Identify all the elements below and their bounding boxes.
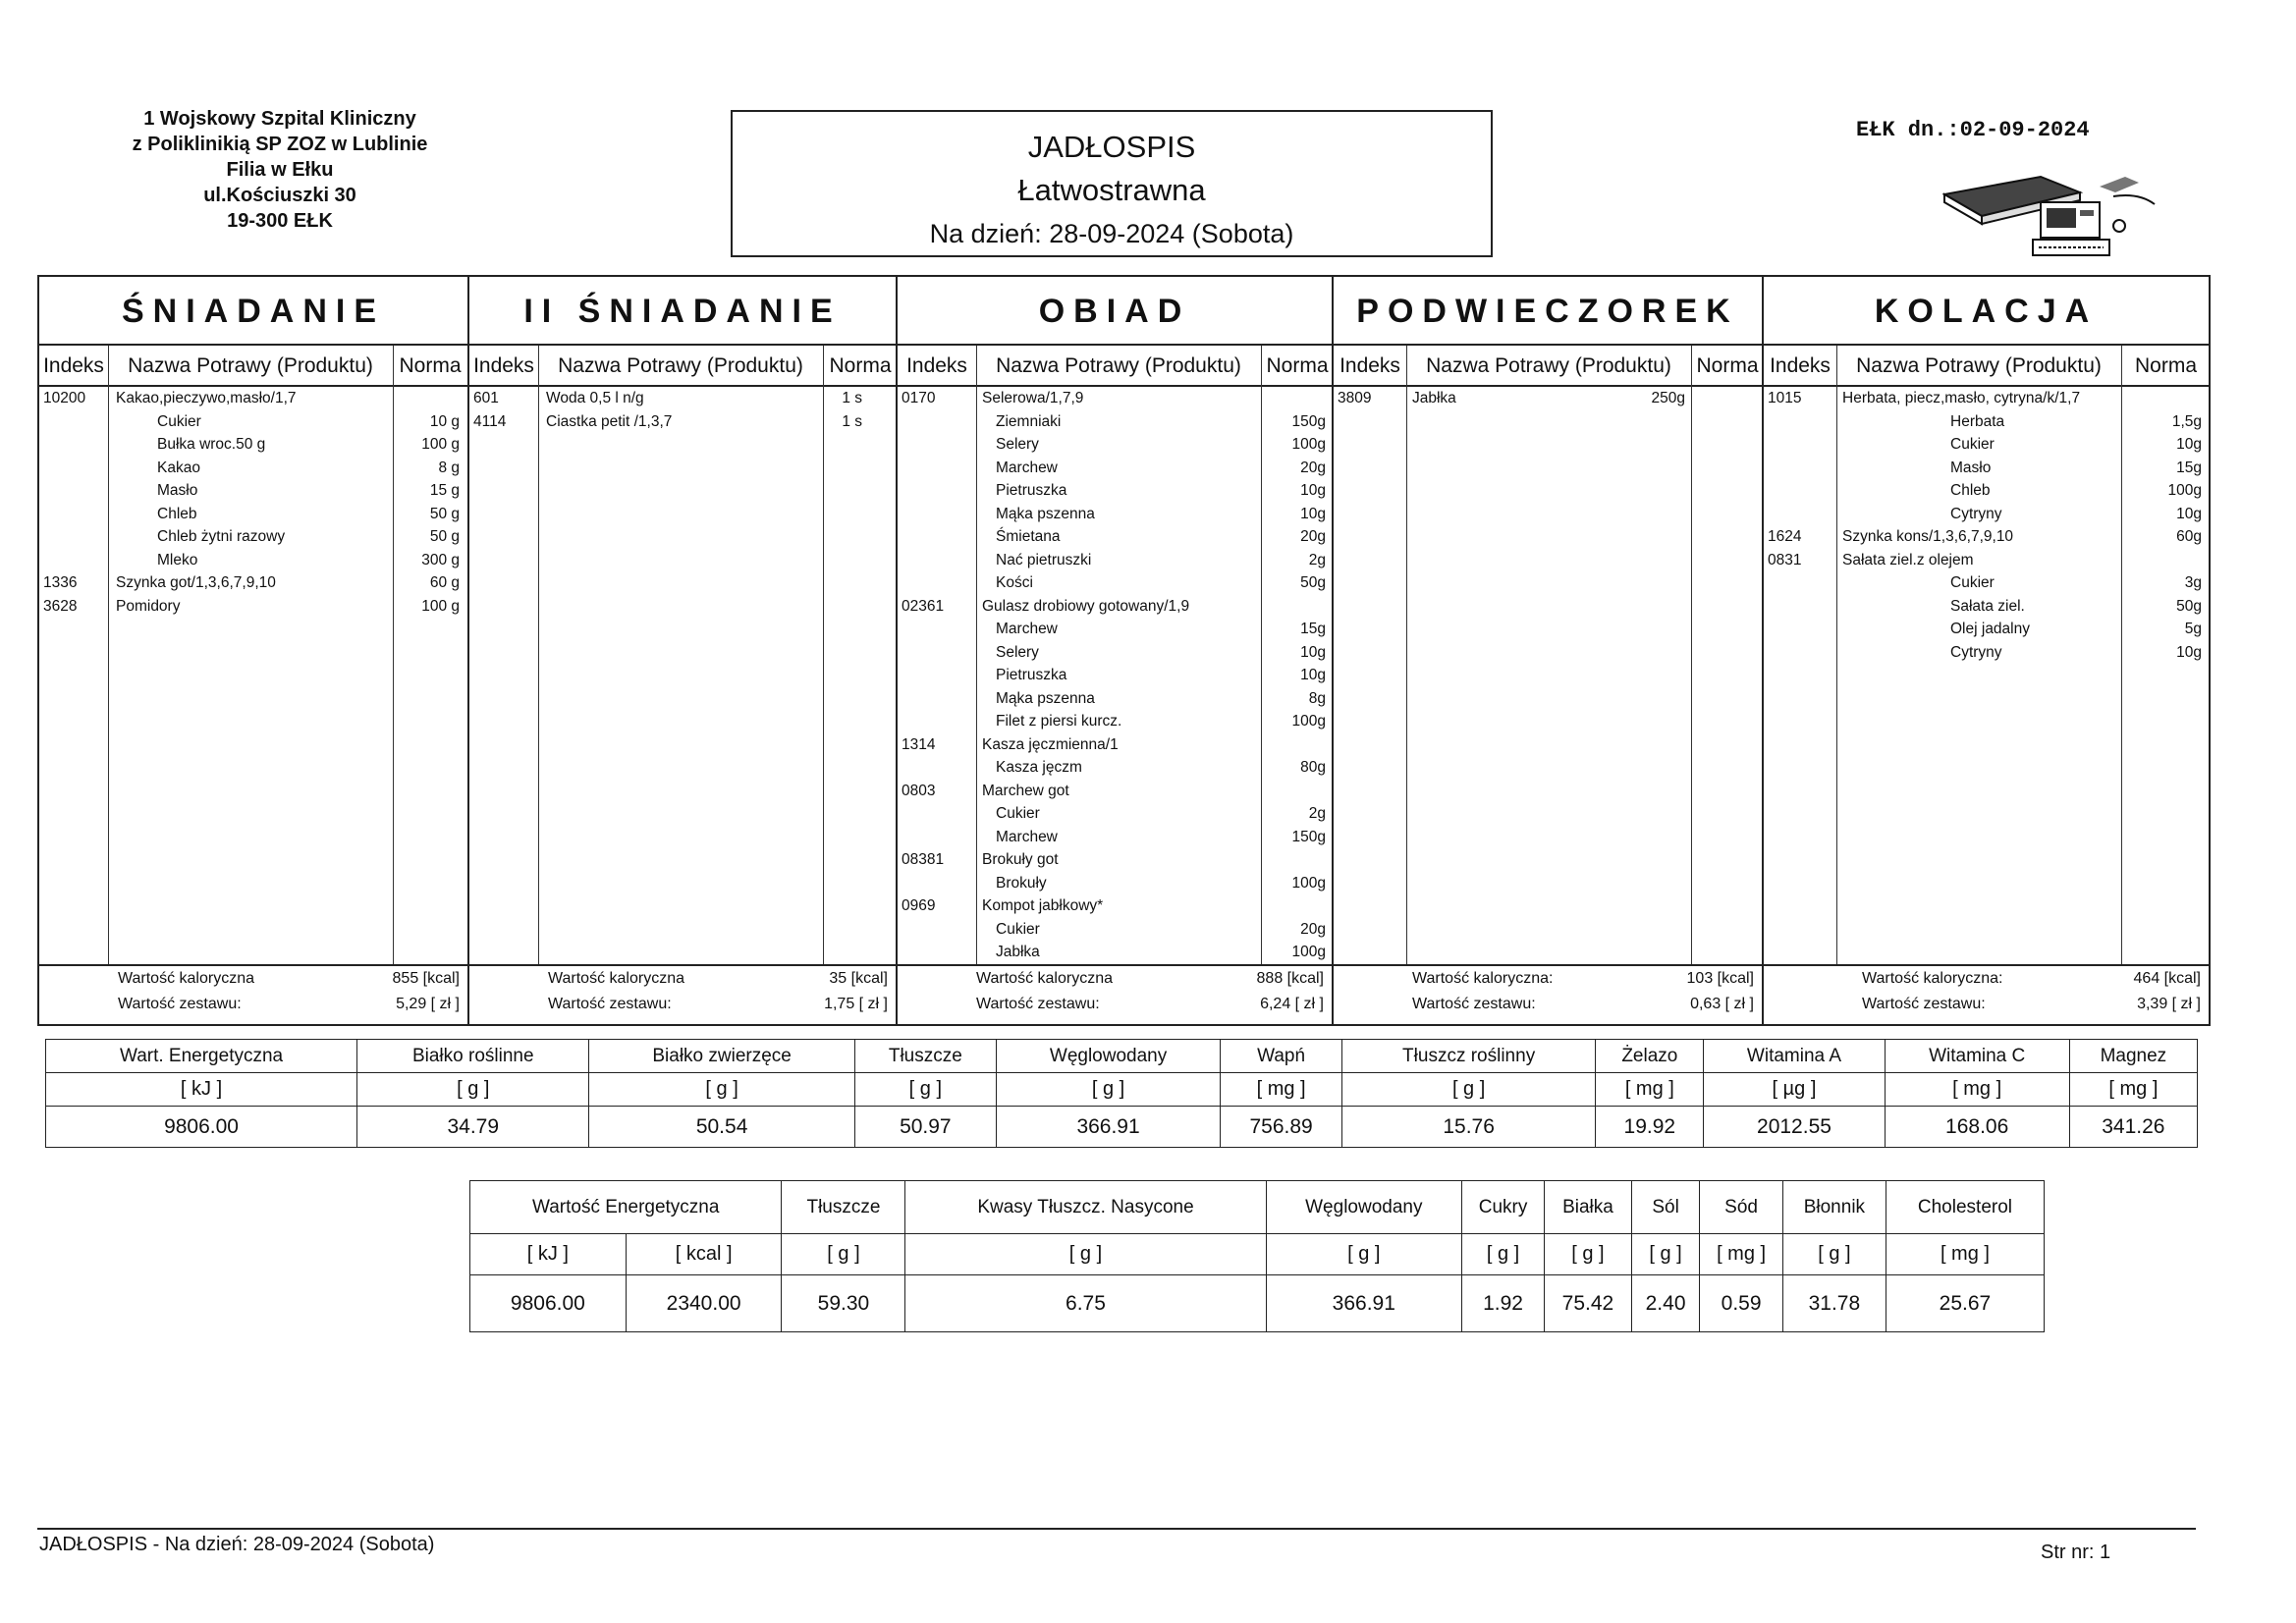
item-name: Kasza jęczm xyxy=(996,759,1082,776)
nutrient-value: 9806.00 xyxy=(470,1275,627,1332)
footer-title: JADŁOSPIS - Na dzień: 28-09-2024 (Sobota) xyxy=(39,1534,435,1555)
item-name: Cukier xyxy=(996,920,1040,938)
item-index: 1336 xyxy=(43,574,78,591)
nutrient-unit: [ kcal ] xyxy=(626,1234,782,1275)
item-norm: 100g xyxy=(1291,436,1326,453)
item-name: Nać pietruszki xyxy=(996,551,1092,568)
item-name: Brokuły got xyxy=(982,851,1059,868)
header-index: Indeks xyxy=(1770,354,1831,377)
item-norm: 50g xyxy=(1300,574,1326,591)
nutrient-header: Tłuszcze xyxy=(782,1181,905,1234)
header-index: Indeks xyxy=(906,354,967,377)
item-norm: 10g xyxy=(2176,505,2202,522)
item-name: Szynka got/1,3,6,7,9,10 xyxy=(116,574,276,591)
nutrient-unit: [ mg ] xyxy=(1221,1073,1342,1107)
item-name: Mleko xyxy=(157,551,198,568)
item-name: Marchew xyxy=(996,621,1058,637)
items-list xyxy=(1334,387,1762,410)
nutrient-header: Żelazo xyxy=(1596,1040,1704,1073)
list-item xyxy=(898,941,1332,964)
item-name: Jabłka xyxy=(996,944,1040,960)
item-name: Kompot jabłkowy* xyxy=(982,897,1104,914)
list-item xyxy=(898,894,1332,918)
item-name: Cukier xyxy=(1950,574,1995,591)
meal-column-breakfast xyxy=(39,277,467,1024)
footer-divider xyxy=(37,1528,2196,1530)
meal-summary xyxy=(898,964,1332,1026)
kcal-label: Wartość kaloryczna: xyxy=(1412,970,1554,987)
kcal-label: Wartość kaloryczna: xyxy=(1862,970,2003,987)
meal-summary xyxy=(469,964,896,1026)
item-norm: 20g xyxy=(1300,459,1326,476)
nutrient-value: 0.59 xyxy=(1700,1275,1783,1332)
nutrient-header: Błonnik xyxy=(1782,1181,1886,1234)
item-norm: 10g xyxy=(1300,505,1326,522)
nutrient-header: Tłuszcz roślinny xyxy=(1341,1040,1595,1073)
meal-column-afternoon-snack xyxy=(1332,277,1762,1024)
cost-label: Wartość zestawu: xyxy=(1412,996,1536,1012)
column-headers xyxy=(1764,346,2209,387)
item-norm: 150g xyxy=(1291,412,1326,430)
item-norm: 10 g xyxy=(429,412,460,430)
item-norm: 50g xyxy=(2176,597,2202,615)
meal-title: II ŚNIADANIE xyxy=(469,277,896,346)
item-index: 08381 xyxy=(902,851,945,868)
nutrient-unit: [ kJ ] xyxy=(46,1073,357,1107)
item-norm: 1 s xyxy=(842,390,862,406)
item-name: Szynka kons/1,3,6,7,9,10 xyxy=(1842,528,2014,545)
header-index: Indeks xyxy=(1339,354,1400,377)
nutrient-unit: [ g ] xyxy=(1341,1073,1595,1107)
meal-title: PODWIECZOREK xyxy=(1334,277,1762,346)
list-item xyxy=(898,433,1332,457)
hospital-line: ul.Kościuszki 30 xyxy=(203,185,356,206)
nutrient-unit: [ g ] xyxy=(589,1073,854,1107)
item-name: Pomidory xyxy=(116,597,181,615)
item-index: 10200 xyxy=(43,390,86,406)
item-name: Sałata ziel.z olejem xyxy=(1842,551,1974,568)
list-item xyxy=(898,848,1332,872)
list-item xyxy=(898,802,1332,826)
diet-name: Łatwostrawna xyxy=(1017,173,1206,207)
header-norm: Norma xyxy=(829,354,892,377)
list-item xyxy=(898,479,1332,503)
item-norm: 60g xyxy=(2176,528,2202,545)
list-item xyxy=(898,756,1332,780)
item-norm: 2g xyxy=(1308,551,1326,568)
nutrient-value: 168.06 xyxy=(1885,1107,2069,1148)
nutrient-header: Witamina C xyxy=(1885,1040,2069,1073)
nutrient-value: 6.75 xyxy=(905,1275,1266,1332)
header-norm: Norma xyxy=(1266,354,1329,377)
list-item xyxy=(898,780,1332,803)
items-list xyxy=(1764,387,2209,664)
nutrient-unit: [ mg ] xyxy=(1886,1234,2044,1275)
nutrition-table-1 xyxy=(45,1039,2198,1148)
nutrient-value: 75.42 xyxy=(1545,1275,1632,1332)
list-item xyxy=(1764,387,2209,410)
item-index: 0969 xyxy=(902,897,936,914)
item-name: Chleb xyxy=(157,505,197,522)
nutrient-unit: [ µg ] xyxy=(1704,1073,1885,1107)
list-item xyxy=(1764,549,2209,572)
nutrient-value: 341.26 xyxy=(2069,1107,2197,1148)
meal-summary xyxy=(1334,964,1762,1026)
item-name: Olej jadalny xyxy=(1950,621,2030,637)
kcal-value: 103 [kcal] xyxy=(1686,970,1754,987)
list-item xyxy=(469,410,896,434)
kcal-value: 888 [kcal] xyxy=(1256,970,1324,987)
item-name: Bułka wroc.50 g xyxy=(157,436,266,453)
nutrient-header: Wartość Energetyczna xyxy=(470,1181,782,1234)
title-box xyxy=(731,110,1493,257)
meal-column-supper xyxy=(1762,277,2209,1024)
nutrient-header: Tłuszcze xyxy=(854,1040,996,1073)
meal-title: ŚNIADANIE xyxy=(39,277,467,346)
cost-value: 6,24 [ zł ] xyxy=(1260,996,1324,1012)
nutrient-header: Sól xyxy=(1631,1181,1699,1234)
kcal-value: 464 [kcal] xyxy=(2133,970,2201,987)
list-item xyxy=(898,525,1332,549)
nutrient-unit: [ kJ ] xyxy=(470,1234,627,1275)
nutrient-unit: [ mg ] xyxy=(1596,1073,1704,1107)
list-item xyxy=(1764,571,2209,595)
item-norm: 60 g xyxy=(429,574,460,591)
item-index: 4114 xyxy=(473,412,507,430)
list-item xyxy=(39,525,467,549)
item-name: Ciastka petit /1,3,7 xyxy=(546,412,673,430)
item-norm: 15g xyxy=(2176,459,2202,476)
item-name: Marchew got xyxy=(982,782,1069,799)
header-norm: Norma xyxy=(399,354,462,377)
item-name: Kości xyxy=(996,574,1033,591)
nutrient-header: Magnez xyxy=(2069,1040,2197,1073)
cost-value: 5,29 [ zł ] xyxy=(396,996,460,1012)
nutrient-value: 2012.55 xyxy=(1704,1107,1885,1148)
nutrient-header: Kwasy Tłuszcz. Nasycone xyxy=(905,1181,1266,1234)
list-item xyxy=(898,710,1332,733)
nutrient-header: Wapń xyxy=(1221,1040,1342,1073)
item-norm: 2g xyxy=(1308,805,1326,822)
list-item xyxy=(898,595,1332,619)
header-index: Indeks xyxy=(473,354,534,377)
item-name: Cukier xyxy=(157,412,201,430)
list-item xyxy=(898,503,1332,526)
item-norm: 100 g xyxy=(421,597,460,615)
item-name: Chleb xyxy=(1950,482,1991,499)
cost-label: Wartość zestawu: xyxy=(118,996,242,1012)
print-date: EŁK dn.:02-09-2024 xyxy=(1856,118,2090,142)
nutrient-value: 50.54 xyxy=(589,1107,854,1148)
item-name: Marchew xyxy=(996,459,1058,476)
nutrient-header: Sód xyxy=(1700,1181,1783,1234)
nutrient-value: 1.92 xyxy=(1462,1275,1545,1332)
nutrient-unit: [ mg ] xyxy=(1885,1073,2069,1107)
nutrition-table-2 xyxy=(469,1180,2045,1332)
nutrient-header: Białka xyxy=(1545,1181,1632,1234)
menu-grid xyxy=(37,275,2211,1026)
nutrient-unit: [ g ] xyxy=(1266,1234,1462,1275)
header-name: Nazwa Potrawy (Produktu) xyxy=(558,354,803,377)
item-name: Herbata xyxy=(1950,412,2005,430)
item-norm: 100g xyxy=(1291,713,1326,730)
list-item xyxy=(1334,387,1762,410)
list-item xyxy=(1764,503,2209,526)
nutrient-unit: [ g ] xyxy=(1462,1234,1545,1275)
nutrient-value: 2340.00 xyxy=(626,1275,782,1332)
list-item xyxy=(39,503,467,526)
header-name: Nazwa Potrawy (Produktu) xyxy=(996,354,1241,377)
item-name: Brokuły xyxy=(996,874,1047,892)
list-item xyxy=(39,457,467,480)
nutrient-header: Białko zwierzęce xyxy=(589,1040,854,1073)
item-name: Gulasz drobiowy gotowany/1,9 xyxy=(982,597,1190,615)
column-headers xyxy=(39,346,467,387)
item-name: Selery xyxy=(996,436,1039,453)
cost-value: 1,75 [ zł ] xyxy=(824,996,888,1012)
computer-with-book-icon xyxy=(1942,167,2168,265)
item-index: 0831 xyxy=(1768,551,1802,568)
nutrient-unit: [ g ] xyxy=(1631,1234,1699,1275)
item-index: 0170 xyxy=(902,390,936,406)
item-name: Cukier xyxy=(996,805,1040,822)
nutrient-unit: [ g ] xyxy=(1782,1234,1886,1275)
list-item xyxy=(898,872,1332,895)
hospital-line: Filia w Ełku xyxy=(226,159,334,181)
item-norm: 1,5g xyxy=(2171,412,2202,430)
item-norm: 100g xyxy=(1291,944,1326,960)
list-item xyxy=(39,410,467,434)
nutrient-unit: [ mg ] xyxy=(2069,1073,2197,1107)
item-name: Selery xyxy=(996,643,1039,661)
item-name: Pietruszka xyxy=(996,667,1067,683)
item-norm: 15 g xyxy=(429,482,460,499)
item-name: Cytryny xyxy=(1950,505,2002,522)
list-item xyxy=(1764,525,2209,549)
meal-title: KOLACJA xyxy=(1764,277,2209,346)
list-item xyxy=(39,549,467,572)
hospital-address xyxy=(59,106,501,234)
item-norm: 100g xyxy=(1291,874,1326,892)
column-headers xyxy=(1334,346,1762,387)
page-number: Str nr: 1 xyxy=(2041,1542,2111,1563)
item-index: 1015 xyxy=(1768,390,1802,406)
item-name: Ziemniaki xyxy=(996,412,1062,430)
list-item xyxy=(898,387,1332,410)
item-index: 1314 xyxy=(902,735,936,753)
item-norm: 10g xyxy=(1300,643,1326,661)
item-name: Jabłka xyxy=(1412,390,1456,406)
item-norm: 100g xyxy=(2167,482,2202,499)
nutrient-unit: [ g ] xyxy=(996,1073,1220,1107)
item-name: Masło xyxy=(1950,459,1992,476)
item-norm: 150g xyxy=(1291,828,1326,845)
item-name: Śmietana xyxy=(996,528,1061,545)
item-index: 02361 xyxy=(902,597,945,615)
list-item xyxy=(898,618,1332,641)
item-index: 3628 xyxy=(43,597,78,615)
item-name: Kasza jęczmienna/1 xyxy=(982,735,1119,753)
nutrient-header: Wart. Energetyczna xyxy=(46,1040,357,1073)
meal-summary xyxy=(39,964,467,1026)
item-norm: 8g xyxy=(1308,689,1326,707)
nutrient-header: Cukry xyxy=(1462,1181,1545,1234)
item-name: Mąka pszenna xyxy=(996,689,1095,707)
nutrient-header: Białko roślinne xyxy=(357,1040,589,1073)
item-norm: 250g xyxy=(1651,390,1685,406)
nutrient-value: 59.30 xyxy=(782,1275,905,1332)
header-norm: Norma xyxy=(1696,354,1759,377)
items-list xyxy=(39,387,467,618)
list-item xyxy=(469,387,896,410)
nutrient-unit: [ mg ] xyxy=(1700,1234,1783,1275)
cost-value: 3,39 [ zł ] xyxy=(2137,996,2201,1012)
item-index: 1624 xyxy=(1768,528,1802,545)
list-item xyxy=(898,687,1332,711)
item-norm: 10g xyxy=(1300,667,1326,683)
item-norm: 50 g xyxy=(429,528,460,545)
item-norm: 300 g xyxy=(421,551,460,568)
menu-date: Na dzień: 28-09-2024 (Sobota) xyxy=(929,219,1294,248)
item-norm: 80g xyxy=(1300,759,1326,776)
item-name: Kakao xyxy=(157,459,200,476)
item-name: Kakao,pieczywo,masło/1,7 xyxy=(116,390,297,406)
column-headers xyxy=(898,346,1332,387)
nutrient-unit: [ g ] xyxy=(357,1073,589,1107)
item-name: Selerowa/1,7,9 xyxy=(982,390,1084,406)
nutrient-unit: [ g ] xyxy=(854,1073,996,1107)
item-name: Herbata, piecz,masło, cytryna/k/1,7 xyxy=(1842,390,2081,406)
list-item xyxy=(1764,618,2209,641)
list-item xyxy=(39,433,467,457)
nutrient-value: 366.91 xyxy=(1266,1275,1462,1332)
hospital-line: z Poliklinikią SP ZOZ w Lublinie xyxy=(132,134,428,155)
item-name: Chleb żytni razowy xyxy=(157,528,286,545)
kcal-label: Wartość kaloryczna xyxy=(118,970,254,987)
item-norm: 10g xyxy=(2176,643,2202,661)
list-item xyxy=(898,918,1332,942)
item-norm: 8 g xyxy=(438,459,460,476)
item-name: Woda 0,5 l n/g xyxy=(546,390,644,406)
header-name: Nazwa Potrawy (Produktu) xyxy=(128,354,373,377)
item-norm: 50 g xyxy=(429,505,460,522)
list-item xyxy=(39,595,467,619)
list-item xyxy=(39,479,467,503)
header-index: Indeks xyxy=(43,354,104,377)
list-item xyxy=(1764,479,2209,503)
item-name: Cytryny xyxy=(1950,643,2002,661)
item-name: Cukier xyxy=(1950,436,1995,453)
header-name: Nazwa Potrawy (Produktu) xyxy=(1856,354,2102,377)
list-item xyxy=(39,571,467,595)
nutrient-unit: [ g ] xyxy=(782,1234,905,1275)
nutrient-value: 9806.00 xyxy=(46,1107,357,1148)
list-item xyxy=(898,410,1332,434)
item-norm: 20g xyxy=(1300,920,1326,938)
cost-label: Wartość zestawu: xyxy=(548,996,672,1012)
nutrient-value: 25.67 xyxy=(1886,1275,2044,1332)
header-name: Nazwa Potrawy (Produktu) xyxy=(1426,354,1671,377)
item-norm: 15g xyxy=(1300,621,1326,637)
nutrient-unit: [ g ] xyxy=(1545,1234,1632,1275)
item-norm: 100 g xyxy=(421,436,460,453)
meal-title: OBIAD xyxy=(898,277,1332,346)
nutrient-header: Cholesterol xyxy=(1886,1181,2044,1234)
item-norm: 1 s xyxy=(842,412,862,430)
list-item xyxy=(898,733,1332,757)
items-list xyxy=(469,387,896,433)
nutrient-value: 50.97 xyxy=(854,1107,996,1148)
list-item xyxy=(898,826,1332,849)
nutrient-header: Witamina A xyxy=(1704,1040,1885,1073)
nutrient-value: 756.89 xyxy=(1221,1107,1342,1148)
item-norm: 3g xyxy=(2184,574,2202,591)
list-item xyxy=(1764,410,2209,434)
list-item xyxy=(1764,641,2209,665)
items-list xyxy=(898,387,1332,964)
nutrient-value: 366.91 xyxy=(996,1107,1220,1148)
item-name: Marchew xyxy=(996,828,1058,845)
nutrient-value: 31.78 xyxy=(1782,1275,1886,1332)
item-index: 601 xyxy=(473,390,499,406)
document-title: JADŁOSPIS xyxy=(1027,130,1196,164)
item-name: Mąka pszenna xyxy=(996,505,1095,522)
kcal-value: 35 [kcal] xyxy=(829,970,888,987)
item-name: Sałata ziel. xyxy=(1950,597,2025,615)
nutrient-value: 34.79 xyxy=(357,1107,589,1148)
kcal-label: Wartość kaloryczna xyxy=(548,970,684,987)
cost-label: Wartość zestawu: xyxy=(976,996,1100,1012)
list-item xyxy=(1764,595,2209,619)
item-index: 0803 xyxy=(902,782,936,799)
item-index: 3809 xyxy=(1338,390,1372,406)
list-item xyxy=(1764,433,2209,457)
hospital-line: 19-300 EŁK xyxy=(227,210,333,232)
item-norm: 10g xyxy=(2176,436,2202,453)
kcal-value: 855 [kcal] xyxy=(392,970,460,987)
item-name: Masło xyxy=(157,482,198,499)
nutrient-value: 19.92 xyxy=(1596,1107,1704,1148)
item-name: Pietruszka xyxy=(996,482,1067,499)
nutrient-value: 15.76 xyxy=(1341,1107,1595,1148)
column-headers xyxy=(469,346,896,387)
list-item xyxy=(898,549,1332,572)
item-norm: 5g xyxy=(2184,621,2202,637)
header-norm: Norma xyxy=(2134,354,2197,377)
item-norm: 10g xyxy=(1300,482,1326,499)
cost-label: Wartość zestawu: xyxy=(1862,996,1986,1012)
nutrient-header: Węglowodany xyxy=(996,1040,1220,1073)
list-item xyxy=(39,387,467,410)
list-item xyxy=(1764,457,2209,480)
meal-summary xyxy=(1764,964,2209,1026)
list-item xyxy=(898,641,1332,665)
meal-column-lunch xyxy=(896,277,1332,1024)
nutrient-header: Węglowodany xyxy=(1266,1181,1462,1234)
kcal-label: Wartość kaloryczna xyxy=(976,970,1113,987)
list-item xyxy=(898,457,1332,480)
item-norm: 20g xyxy=(1300,528,1326,545)
hospital-line: 1 Wojskowy Szpital Kliniczny xyxy=(143,108,416,130)
item-name: Filet z piersi kurcz. xyxy=(996,713,1122,730)
nutrient-unit: [ g ] xyxy=(905,1234,1266,1275)
cost-value: 0,63 [ zł ] xyxy=(1690,996,1754,1012)
meal-column-second-breakfast xyxy=(467,277,896,1024)
nutrient-value: 2.40 xyxy=(1631,1275,1699,1332)
list-item xyxy=(898,664,1332,687)
list-item xyxy=(898,571,1332,595)
